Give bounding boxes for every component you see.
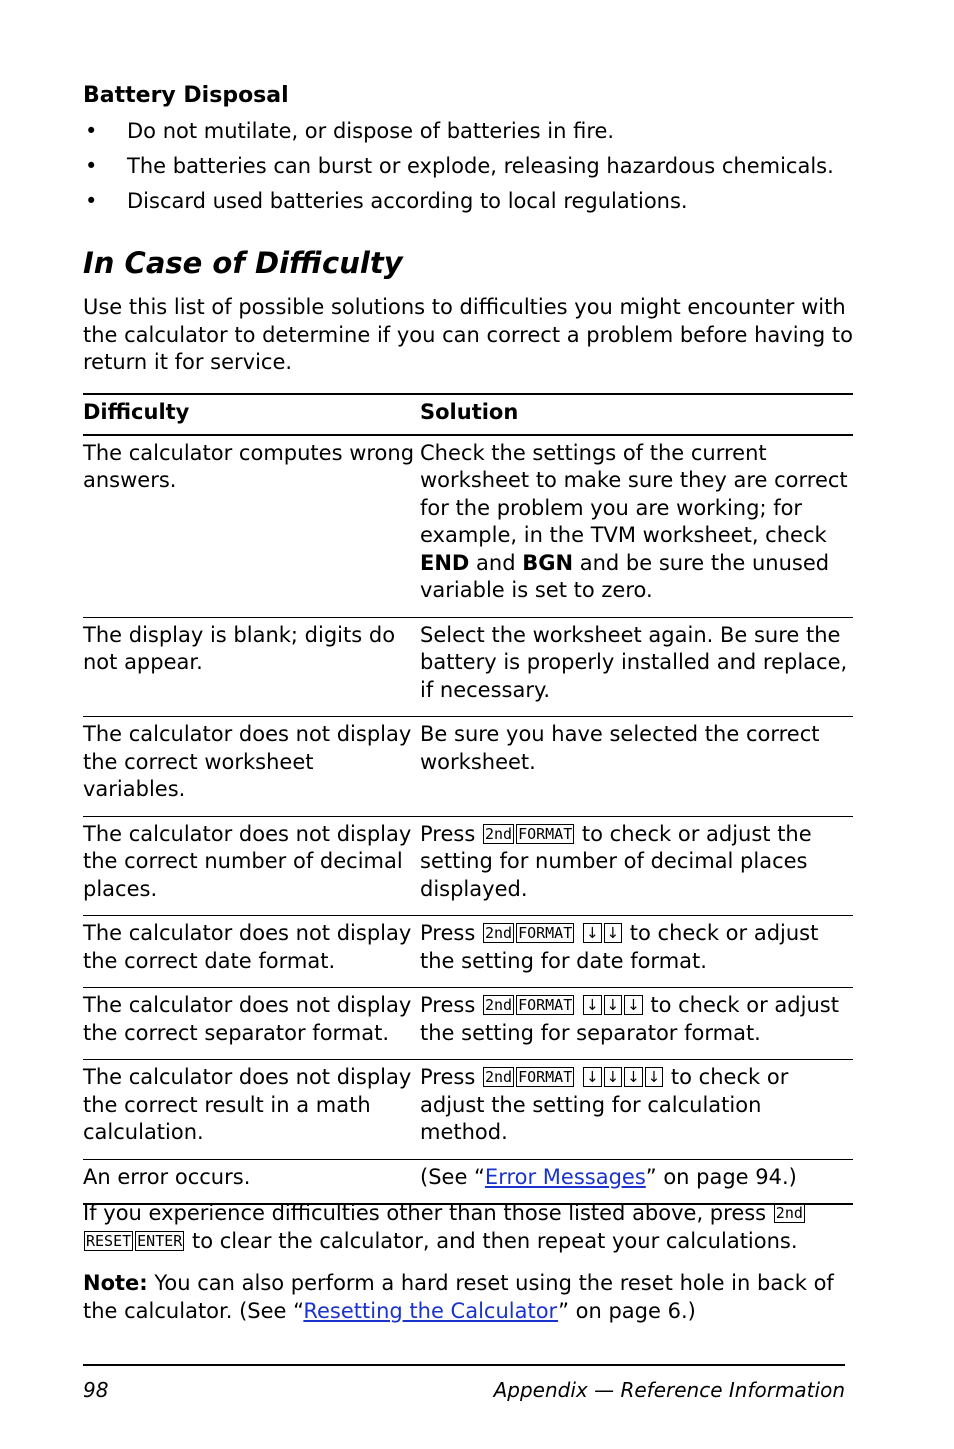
bullet-text: Do not mutilate, or dispose of batteries in fire. (127, 119, 615, 143)
solution-cell: Press 2nd FORMAT ↓ ↓ ↓ ↓ to check or adjust the setting for calculation method. (420, 1065, 789, 1144)
solution-cell: Select the worksheet again. Be sure the battery is properly installed and replace, if necessary. (420, 622, 848, 702)
bullet-icon: • (85, 119, 98, 143)
down-arrow-key-icon: ↓ (624, 995, 643, 1015)
key-2nd: 2nd (484, 824, 513, 843)
key-reset: RESET (86, 1231, 132, 1250)
table-row (83, 988, 853, 1060)
bullet-icon: • (85, 189, 98, 213)
header-difficulty: Difficulty (83, 400, 190, 424)
key-format: FORMAT (518, 824, 573, 843)
difficulty-cell: The display is blank; digits do not appear. (83, 622, 396, 674)
bullet-text: Discard used batteries according to local regulations. (127, 189, 688, 213)
page-number: 98 (83, 1378, 109, 1402)
header-solution: Solution (420, 400, 519, 424)
footer-divider (83, 1364, 845, 1366)
intro-paragraph: Use this list of possible solutions to difficulties you might encounter with the calculator to determine if you can correct a problem before having to return it for service. (83, 295, 853, 374)
solution-cell: Press 2nd FORMAT to check or adjust the setting for number of decimal places displayed. (420, 821, 812, 901)
difficulty-table (83, 393, 853, 1205)
table-row (83, 436, 853, 618)
difficulty-cell: The calculator does not display the correct separator format. (83, 993, 412, 1045)
error-messages-link[interactable]: Error Messages (484, 1164, 646, 1189)
table-row (83, 717, 853, 817)
key-2nd: 2nd (484, 924, 513, 942)
list-item (83, 188, 834, 223)
list-item (83, 118, 834, 153)
reset-paragraph: If you experience difficulties other than those listed above, press 2nd RESET ENTER to clear the calculator, and then repeat your calculations. (83, 1201, 803, 1253)
down-arrow-key-icon: ↓ (624, 1067, 643, 1087)
difficulty-cell: The calculator does not display the correct number of decimal places. (83, 821, 412, 901)
table-header-row (83, 395, 853, 436)
solution-cell: Press 2nd FORMAT ↓ ↓ to check or adjust the setting for date format. (420, 921, 819, 973)
down-arrow-key-icon: ↓ (645, 1067, 664, 1087)
difficulty-cell: The calculator does not display the correct worksheet variables. (83, 722, 412, 801)
key-2nd: 2nd (484, 1068, 513, 1086)
list-item (83, 153, 834, 188)
down-arrow-key-icon: ↓ (583, 995, 602, 1015)
resetting-calculator-link[interactable]: Resetting the Calculator (303, 1298, 559, 1323)
difficulty-heading: In Case of Difficulty (83, 246, 403, 280)
down-arrow-key-icon: ↓ (604, 995, 623, 1015)
key-format: FORMAT (518, 924, 573, 942)
table-row (83, 618, 853, 718)
table-row (83, 1060, 853, 1160)
note-label: Note: (83, 1271, 148, 1295)
table-row (83, 1160, 853, 1204)
solution-cell: Be sure you have selected the correct worksheet. (420, 722, 820, 774)
solution-cell: (See “Error Messages” on page 94.) (420, 1164, 797, 1189)
solution-cell: Check the settings of the current worksheet to make sure they are correct for the problem you are working; for example, in the TVM worksheet, check END and BGN and be sure the unused variable is set to zero. (420, 440, 848, 602)
down-arrow-key-icon: ↓ (604, 923, 623, 943)
down-arrow-key-icon: ↓ (583, 923, 602, 943)
key-format: FORMAT (518, 1068, 573, 1086)
down-arrow-key-icon: ↓ (604, 1067, 623, 1087)
battery-bullet-list (83, 118, 834, 223)
battery-disposal-heading: Battery Disposal (83, 83, 289, 108)
table-row (83, 916, 853, 988)
key-format: FORMAT (518, 996, 573, 1014)
key-2nd: 2nd (775, 1204, 803, 1222)
difficulty-cell: The calculator does not display the correct date format. (83, 921, 412, 973)
bullet-text: The batteries can burst or explode, releasing hazardous chemicals. (127, 154, 834, 178)
difficulty-cell: The calculator does not display the correct result in a math calculation. (83, 1065, 412, 1144)
down-arrow-key-icon: ↓ (583, 1067, 602, 1087)
footer-section-title: Appendix — Reference Information (493, 1378, 845, 1402)
solution-cell: Press 2nd FORMAT ↓ ↓ ↓ to check or adjust the setting for separator format. (420, 993, 839, 1045)
key-2nd: 2nd (484, 996, 513, 1014)
note-paragraph: Note: You can also perform a hard reset using the reset hole in back of the calculator. (See “Resetting the Calculator” on page 6.) (83, 1271, 834, 1323)
difficulty-cell: An error occurs. (83, 1164, 251, 1189)
difficulty-cell: The calculator computes wrong answers. (83, 440, 415, 492)
key-enter: ENTER (137, 1231, 183, 1250)
bullet-icon: • (85, 154, 98, 178)
table-row (83, 817, 853, 917)
